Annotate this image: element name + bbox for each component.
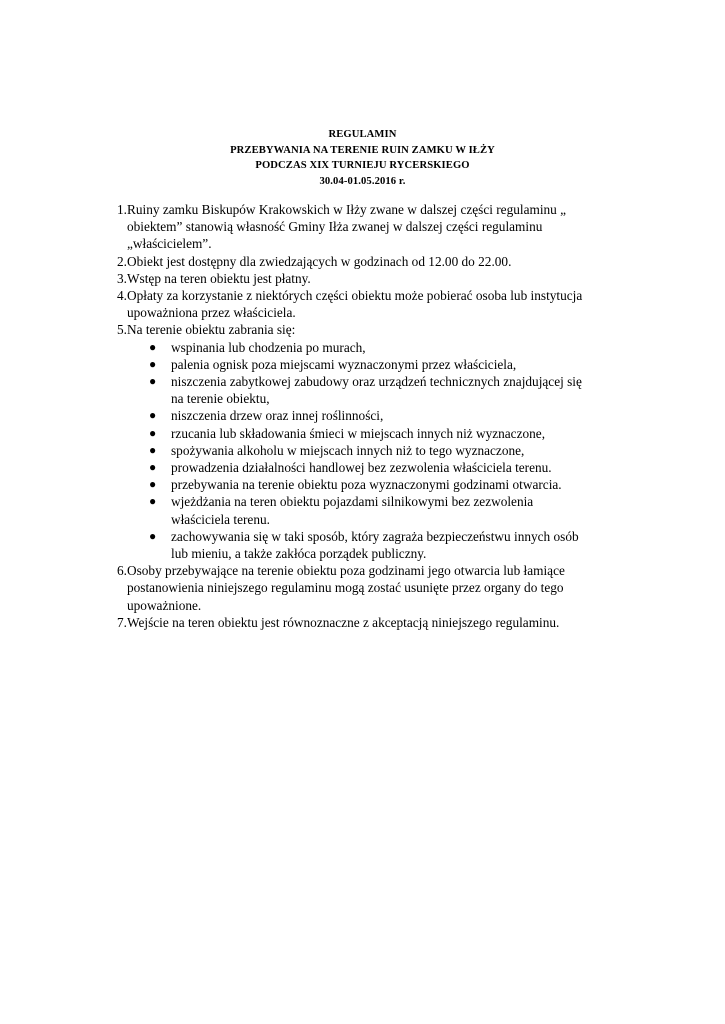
prohibition-text [171,459,651,476]
prohibition-item [127,356,651,373]
prohibition-item [127,425,651,442]
prohibition-item [127,339,651,356]
bullet-icon: ● [149,477,157,492]
rule-text [127,270,651,287]
prohibition-text [171,528,651,562]
bullet-icon: ● [149,339,157,354]
prohibition-text [171,425,651,442]
rule-number: 2. [117,253,127,269]
prohibition-item [127,442,651,459]
rule-text-line: obiektem” stanowią własność Gminy Iłża zwanej w dalszej części regulaminu [127,219,543,235]
prohibition-text [171,476,651,493]
rule-number: 6. [117,563,127,579]
header-subtitle: PRZEBYWANIA NA TERENIE RUIN ZAMKU W IŁŻY [230,144,495,156]
bullet-icon: ● [149,528,157,543]
rule-text-line: „właścicielem”. [127,236,212,252]
rule-text [127,614,651,631]
prohibition-text-line: niszczenia zabytkowej zabudowy oraz urządzeń technicznych znajdującej się [171,374,582,390]
prohibition-text [171,493,651,527]
prohibition-text-line: lub mieniu, a także zakłóca porządek publiczny. [171,546,427,562]
prohibition-text-line: spożywania alkoholu w miejscach innych niż to tego wyznaczone, [171,442,525,458]
rule-item [91,201,651,253]
rule-item [91,253,651,270]
bullet-icon: ● [149,460,157,475]
rule-text-line: Osoby przebywające na terenie obiektu poza godzinami jego otwarcia lub łamiące [127,563,565,579]
rule-text-line: upoważniona przez właściciela. [127,305,296,321]
prohibition-text-line: palenia ognisk poza miejscami wyznaczonymi przez właściciela, [171,356,517,372]
rule-text [127,562,651,614]
prohibition-text-line: rzucania lub składowania śmieci w miejscach innych niż wyznaczone, [171,425,546,441]
rule-item [91,614,651,631]
prohibition-text-line: na terenie obiektu, [171,391,270,407]
prohibition-text-line: niszczenia drzew oraz innej roślinności, [171,408,384,424]
rules-list [91,201,651,631]
prohibition-text [171,339,651,356]
rule-text [127,287,651,321]
rule-item [91,287,651,321]
rule-number: 1. [117,202,127,217]
prohibition-text-line: wjeżdżania na teren obiektu pojazdami silnikowymi bez zezwolenia [171,494,534,510]
prohibition-text [171,373,651,407]
rule-text-line: Wejście na teren obiektu jest równoznaczne z akceptacją niniejszego regulaminu. [127,614,560,630]
rule-text-line: Obiekt jest dostępny dla zwiedzających w godzinach od 12.00 do 22.00. [127,253,512,269]
rule-text-line: postanowienia niniejszego regulaminu mogą zostać usunięte przez organy do tego [127,580,564,596]
prohibition-item [127,476,651,493]
rule-text-line: upoważnione. [127,597,202,613]
prohibitions-list [127,339,651,563]
prohibition-text [171,407,651,424]
bullet-icon: ● [149,494,157,509]
bullet-icon: ● [149,374,157,389]
header-event: PODCZAS XIX TURNIEJU RYCERSKIEGO [255,160,470,171]
prohibition-item [127,407,651,424]
prohibition-item [127,493,651,527]
header-date: 30.04-01.05.2016 r. [319,175,406,187]
rule-number: 7. [117,614,127,630]
bullet-icon: ● [149,425,157,440]
prohibition-item [127,373,651,407]
prohibition-text-line: właściciela terenu. [171,511,270,527]
prohibition-item [127,459,651,476]
header-title: REGULAMIN [328,129,397,140]
rule-text-line: Wstęp na teren obiektu jest płatny. [127,270,311,286]
prohibition-text-line: przebywania na terenie obiektu poza wyznaczonymi godzinami otwarcia. [171,477,562,493]
rule-text [127,201,651,253]
document-header [0,127,725,189]
rule-item [91,562,651,614]
rule-number: 5. [117,322,127,338]
bullet-icon: ● [149,408,157,423]
rule-text [127,321,651,562]
rule-number: 3. [117,270,127,286]
prohibition-item [127,528,651,562]
bullet-icon: ● [149,442,157,457]
prohibition-text-line: prowadzenia działalności handlowej bez zezwolenia właściciela terenu. [171,460,552,476]
prohibition-text [171,442,651,459]
rule-text-line: Opłaty za korzystanie z niektórych części obiektu może pobierać osoba lub instytucja [127,288,583,304]
rule-item [91,270,651,287]
bullet-icon: ● [149,356,157,371]
rule-item [91,321,651,562]
prohibition-text-line: zachowywania się w taki sposób, który zagraża bezpieczeństwu innych osób [171,528,579,544]
rule-text-line: Ruiny zamku Biskupów Krakowskich w Iłży zwane w dalszej części regulaminu „ [127,202,567,217]
rule-text-line: Na terenie obiektu zabrania się: [127,322,296,338]
rule-number: 4. [117,288,127,304]
prohibition-text [171,356,651,373]
prohibition-text-line: wspinania lub chodzenia po murach, [171,339,366,355]
rule-text [127,253,651,270]
